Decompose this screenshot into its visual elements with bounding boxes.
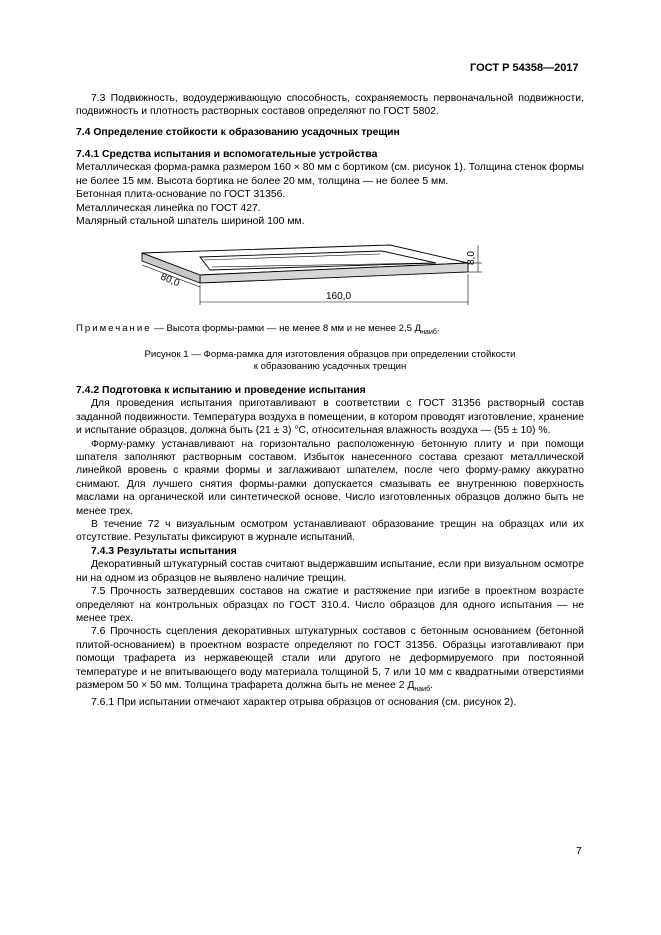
caption-line-1: Рисунок 1 — Форма-рамка для изготовления образцов при определении стойкости xyxy=(144,349,516,360)
caption-line-2: к образованию усадочных трещин xyxy=(253,361,407,372)
dim-label-height: 8,0 xyxy=(466,251,477,265)
note-subscript: наиб xyxy=(421,328,437,336)
note-text: — Высота формы-рамки — не менее 8 мм и не менее 2,5 Д xyxy=(151,323,422,334)
paragraph-preparation: Для проведения испытания приготавливают в соответствии с ГОСТ 31356 растворный состав заданной подвижности. Температура воздуха в помещении, в котором проводят изготовление, хранение и испытание образцов, должна быть (21 ± 3) °С, относительная влажность воздуха — (55 ± 10) %. xyxy=(76,398,584,437)
page-header: ГОСТ Р 54358—2017 xyxy=(470,62,579,74)
heading-7-4-3: 7.4.3 Результаты испытания xyxy=(91,545,237,557)
paragraph-7-6-subscript: наиб xyxy=(414,686,431,694)
paragraph-filling: Форму-рамку устанавливают на горизонтально расположенную бетонную плиту и при помощи шпателя заполняют растворным составом. Избыток нанесенного состава срезают металлической линейкой вровень с краями формы и заглаживают шпателем, после чего форму-рамку аккуратно снимают. Для лучшего снятия формы-рамки допускается смазывать ее внутреннюю поверхность маслами на органической или синтетической основе. Число изготовленных образцов должно быть не менее трех. xyxy=(76,438,584,517)
heading-7-4-2: 7.4.2 Подготовка к испытанию и проведение испытания xyxy=(76,385,366,396)
paragraph-7-3: 7.3 Подвижность, водоудерживающую способность, сохраняемость первоначальной подвижности, подвижность и плотность растворных составов определяют по ГОСТ 5802. xyxy=(76,93,584,118)
figure-caption xyxy=(76,349,584,373)
paragraph-7-5: 7.5 Прочность затвердевших составов на сжатие и растяжение при изгибе в проектном возрасте определяют на контрольных образцах по ГОСТ 310.4. Число образцов для одного испытания — не менее трех. xyxy=(76,586,584,624)
section-7-4-head xyxy=(76,126,584,139)
section-7-4-1 xyxy=(76,148,584,228)
section-7-4-2 xyxy=(76,384,584,710)
section-7-3 xyxy=(76,92,584,119)
note-label: Примечание xyxy=(76,323,152,334)
page-number: 7 xyxy=(576,846,582,857)
paragraph-7-6-1: 7.6.1 При испытании отмечают характер отрыва образцов от основания (см. рисунок 2). xyxy=(91,697,517,709)
dim-label-length: 160,0 xyxy=(326,291,352,302)
paragraph-ruler: Металлическая линейка по ГОСТ 427. xyxy=(76,202,261,214)
heading-7-4: 7.4 Определение стойкости к образованию усадочных трещин xyxy=(76,127,400,138)
dim-label-width: 80,0 xyxy=(158,271,182,290)
figure-form-frame xyxy=(130,235,500,310)
note-end: . xyxy=(436,323,440,334)
paragraph-7-6-end: . xyxy=(430,679,433,691)
paragraph-results: Декоративный штукатурный состав считают выдержавшим испытание, если при визуальном осмотре ни на одном из образцов не выявлено наличие трещин. xyxy=(76,559,584,584)
paragraph-concrete-plate: Бетонная плита-основание по ГОСТ 31356. xyxy=(76,189,286,201)
figure-note xyxy=(76,323,440,336)
paragraph-observation: В течение 72 ч визуальным осмотром устанавливают образование трещин на образцах или их отсутствие. Результаты фиксируют в журнале испытаний. xyxy=(76,519,584,544)
paragraph-7-6 xyxy=(76,625,584,696)
paragraph-7-6-text: 7.6 Прочность сцепления декоративных штукатурных составов с бетонным основанием (бетонной плитой-основанием) в проектном возрасте определяют по ГОСТ 31356. Образцы изготавливают при помощи трафарета из нержавеющей стали или другого не деформируемого при постоянной температуре и не впитывающего воду материала толщиной 5, 7 или 10 мм с квадратными отверстиями размером 50 × 50 мм. Толщина трафарета должна быть не менее 2 Д xyxy=(76,626,584,691)
heading-7-4-1: 7.4.1 Средства испытания и вспомогательные устройства xyxy=(76,149,378,160)
paragraph-spatula: Малярный стальной шпатель шириной 100 мм. xyxy=(76,216,305,228)
paragraph-form-size: Металлическая форма-рамка размером 160 × 80 мм с бортиком (см. рисунок 1). Толщина стенок формы не более 15 мм. Высота бортика не более 20 мм, толщина — не более 5 мм. xyxy=(76,162,584,187)
